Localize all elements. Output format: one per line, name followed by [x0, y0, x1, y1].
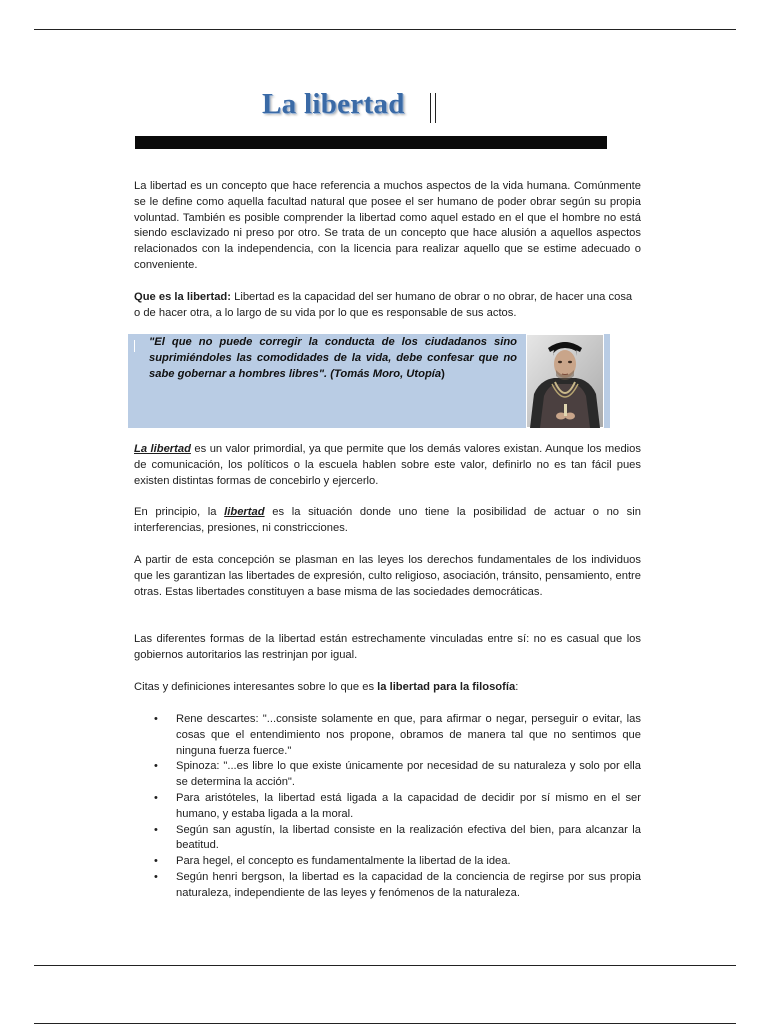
quote-open-paren: (	[330, 368, 334, 380]
text-cursor-mark	[430, 93, 436, 123]
intro-text: La libertad es un concepto que hace referencia a muchos aspectos de la vida humana. Comúnmente se le define como aquella facultad natural que posee el ser humano de poder obrar según su propia voluntad. También es posible comprender la libertad como aquel estado en el que el hombre no está siendo esclavizado ni preso por otro. Se trata de un concepto que hace alusión a aquellos aspectos relacionados con la independencia, con la licencia para realizar aquello que se estime adecuado o conveniente.	[134, 180, 641, 271]
citas-before: Citas y definiciones interesantes sobre lo que es	[134, 681, 378, 693]
citas-bold: la libertad para la filosofía	[377, 681, 516, 693]
title-underline-bar	[135, 136, 607, 149]
definition-paragraph	[134, 290, 641, 322]
libertad-text	[134, 442, 641, 489]
formas-text: Las diferentes formas de la libertad están estrechamente vinculadas entre sí: no es casual que los gobiernos autoritarios las restrinjan por igual.	[134, 633, 641, 661]
list-item-text: Spinoza: "...es libre lo que existe únicamente por necesidad de su naturaleza y solo por ella se determina la acción".	[176, 760, 641, 789]
concepcion-text: A partir de esta concepción se plasman en las leyes los derechos fundamentales de los individuos que les garantizan las libertades de expresión, culto religioso, asociación, tránsito, pensamiento, entre otras. Estas libertades constituyen a base misma de las sociedades democráticas.	[134, 554, 641, 598]
list-item-text: Para aristóteles, la libertad está ligada a la capacidad de decidir por sí mismo en el ser humano, y estaba ligada a la moral.	[176, 791, 641, 820]
top-rule	[34, 29, 736, 30]
bullet-icon: •	[154, 713, 158, 725]
list-item	[134, 791, 641, 823]
list-item-text: Según henri bergson, la libertad es la capacidad de la conciencia de regirse por sus propia naturaleza, independiente de las leyes y fenómenos de la naturaleza.	[176, 870, 641, 899]
quote-box	[128, 334, 610, 428]
list-item	[134, 759, 641, 791]
quote-close-paren: )	[441, 368, 445, 380]
quote-body: "El que no puede corregir la conducta de los ciudadanos sino suprimiéndoles las comodidades de la vida, debe confesar que no sabe gobernar a hombres libres".	[149, 336, 517, 380]
definition-label: Que es la libertad:	[134, 291, 231, 303]
list-item-text: Para hegel, el concepto es fundamentalmente la libertad de la idea.	[176, 855, 511, 868]
definition-text	[134, 290, 641, 322]
principio-after: es la situación donde uno tiene la posibilidad de actuar o no sin interferencias, presiones, ni constricciones.	[134, 506, 641, 534]
principio-paragraph	[134, 505, 641, 537]
bullet-icon: •	[154, 823, 158, 836]
concepcion-paragraph	[134, 553, 641, 600]
principio-emph: libertad	[224, 506, 265, 518]
quote-text	[149, 334, 517, 382]
footer-rule	[34, 965, 736, 966]
intro-paragraph	[134, 179, 641, 274]
definition-body: Libertad es la capacidad del ser humano de obrar o no obrar, de hacer una cosa o de hacer otra, a lo largo de su vida por lo que es responsable de sus actos.	[134, 291, 633, 319]
list-item	[134, 823, 641, 855]
list-item	[134, 854, 641, 870]
libertad-paragraph	[134, 442, 641, 489]
formas-paragraph	[134, 632, 641, 664]
list-item	[134, 870, 641, 902]
principio-text	[134, 505, 641, 537]
citas-paragraph	[134, 680, 641, 696]
citas-text	[134, 680, 641, 696]
list-item-text: Según san agustín, la libertad consiste en la realización efectiva del bien, para alcanzar la beatitud.	[176, 823, 641, 852]
quote-box-edge	[134, 340, 135, 352]
bullet-icon: •	[154, 855, 158, 868]
libertad-lead: La libertad	[134, 443, 191, 455]
list-item-text: Rene descartes: "...consiste solamente en que, para afirmar o negar, perseguir o evitar, las cosas que el entendimiento nos propone, obramos de manera tal que no sentimos que ninguna fuerza fuerce."	[176, 713, 641, 757]
principio-before: En principio, la	[134, 506, 225, 518]
libertad-body: es un valor primordial, ya que permite que los demás valores existan. Aunque los medios de comunicación, los políticos o la escuela hablen sobre este valor, definirlo no es tan fácil pues existen distintas formas de concebirlo y ejercerlo.	[134, 443, 641, 487]
list-item	[134, 712, 641, 759]
bullet-icon: •	[154, 791, 158, 804]
bullet-icon: •	[154, 760, 158, 773]
bullet-icon: •	[154, 870, 158, 883]
philosophers-list	[134, 712, 641, 902]
title-block	[262, 84, 405, 130]
portrait-image	[526, 334, 604, 428]
quote-source: Tomás Moro, Utopía	[334, 368, 442, 380]
page-title: La libertad	[262, 88, 405, 120]
citas-after: :	[515, 681, 519, 693]
